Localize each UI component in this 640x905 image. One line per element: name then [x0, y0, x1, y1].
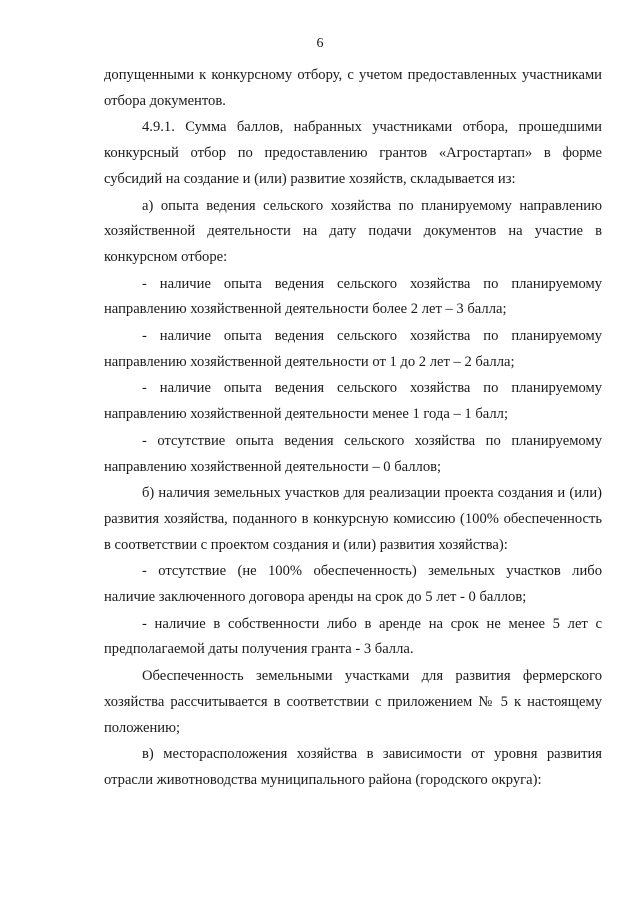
document-body: [104, 63, 602, 795]
paragraph: допущенными к конкурсному отбору, с учетом предоставленных участниками отбора документов.: [104, 67, 602, 109]
paragraph: б) наличия земельных участков для реализации проекта создания и (или) развития хозяйства, поданного в конкурсную комиссию (100% обеспеченность в соответствии с проектом создания и (или) развития хозяйства):: [104, 485, 602, 553]
paragraph: - наличие опыта ведения сельского хозяйства по планируемому направлению хозяйственной деятельности менее 1 года – 1 балл;: [104, 380, 602, 423]
paragraph: Обеспеченность земельными участками для развития фермерского хозяйства рассчитывается в соответствии с приложением № 5 к настоящему положению;: [104, 668, 602, 736]
paragraph: в) месторасположения хозяйства в зависимости от уровня развития отрасли животноводства муниципального района (городского округа):: [104, 746, 602, 788]
paragraph: - отсутствие опыта ведения сельского хозяйства по планируемому направлению хозяйственной деятельности – 0 баллов;: [104, 432, 602, 475]
paragraph: - наличие опыта ведения сельского хозяйства по планируемому направлению хозяйственной деятельности от 1 до 2 лет – 2 балла;: [104, 328, 602, 370]
page-number: 6: [316, 36, 324, 51]
paragraph: а) опыта ведения сельского хозяйства по планируемому направлению хозяйственной деятельности на дату подачи документов на участие в конкурсном отборе:: [104, 197, 602, 265]
paragraph: - наличие опыта ведения сельского хозяйства по планируемому направлению хозяйственной деятельности более 2 лет – 3 балла;: [104, 275, 602, 318]
paragraph: - наличие в собственности либо в аренде на срок не менее 5 лет с предполагаемой даты получения гранта - 3 балла.: [104, 615, 602, 658]
paragraph: - отсутствие (не 100% обеспеченность) земельных участков либо наличие заключенного договора аренды на срок до 5 лет - 0 баллов;: [104, 563, 602, 606]
paragraph: 4.9.1. Сумма баллов, набранных участниками отбора, прошедшими конкурсный отбор по предоставлению грантов «Агростартап» в форме субсидий на создание и (или) развитие хозяйств, складывается из:: [104, 119, 602, 187]
